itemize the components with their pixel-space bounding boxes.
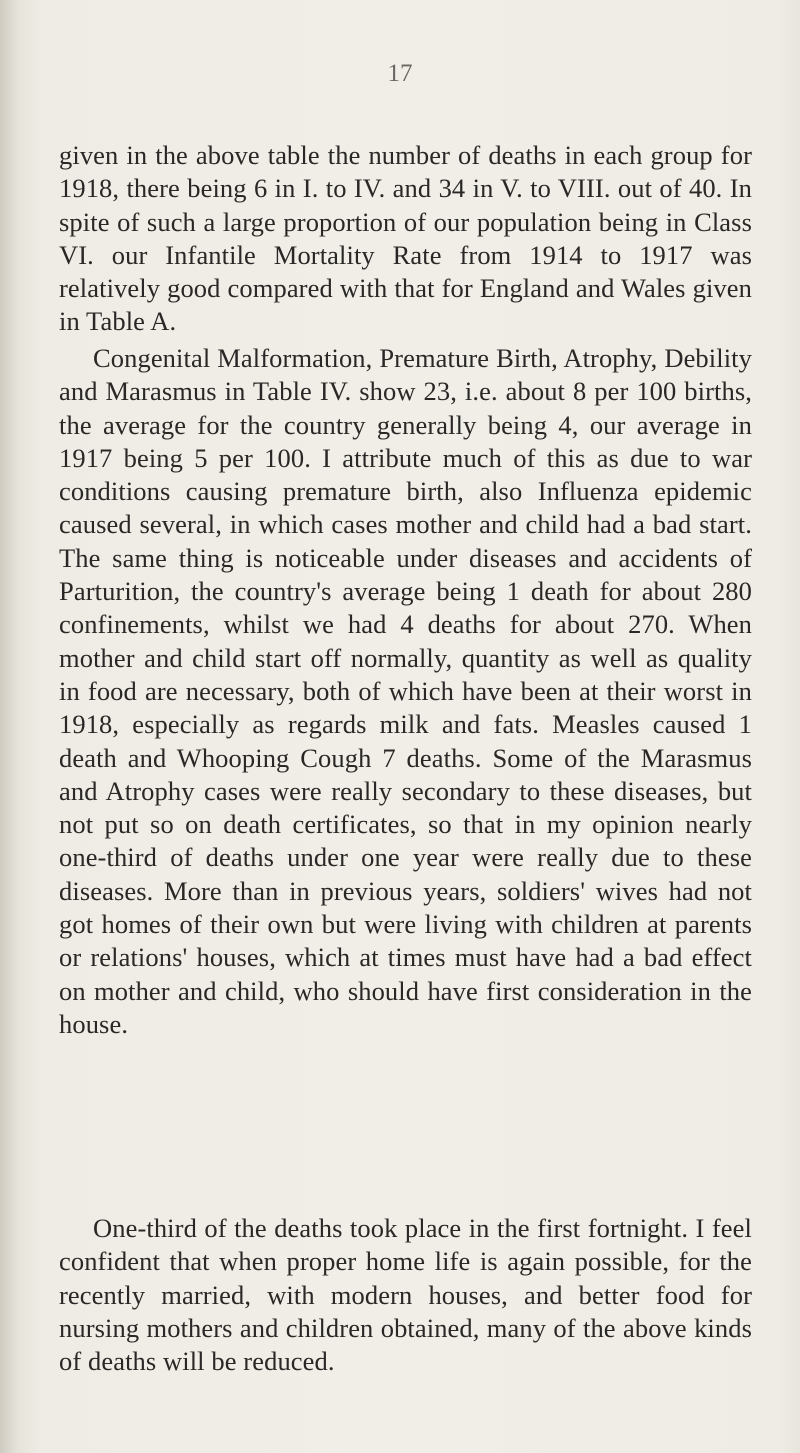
paragraph-2: Congenital Malformation, Premature Birth, Atrophy, Debility and Marasmus in Table IV. show 23, i.e. about 8 per 100 births, the average for the country generally being 4, our average in 1917 being 5 per 100. I attribute much of this as due to war conditions causing premature birth, also Influenza epidemic caused several, in which cases mother and child had a bad start. The same thing is noticeable under diseases and accidents of Parturition, the country's average being 1 death for about 280 confinements, whilst we had 4 deaths for about 270. When mother and child start off normally, quantity as well as quality in food are necessary, both of which have been at their worst in 1918, especially as regards milk and fats. Measles caused 1 death and Whooping Cough 7 deaths. Some of the Marasmus and Atrophy cases were really secondary to these diseases, but not put so on death certificates, so that in my opinion nearly one-third of deaths under one year were really due to these diseases. More than in previous years, soldiers' wives had not got homes of their own but were living with children at parents or relations' houses, which at times must have had a bad effect on mother and child, who should have first consideration in the house. (59, 343, 752, 1039)
paragraph-1: given in the above table the number of deaths in each group for 1918, there being 6 in I. to IV. and 34 in V. to VIII. out of 40. In spite of such a large proportion of our population being in Class VI. our Infantile Mortality Rate from 1914 to 1917 was relatively good compared with that for England and Wales given in Table A. (59, 140, 752, 337)
paragraph-3: One-third of the deaths took place in the first fortnight. I feel confident that when proper home life is again possible, for the recently married, with modern houses, and better food for nursing mothers and children obtained, many of the above kinds of deaths will be reduced. (59, 1213, 752, 1377)
paragraph-2-block (59, 342, 752, 1041)
page-number: 17 (387, 60, 413, 87)
paragraph-3-block (59, 1212, 752, 1378)
paragraph-1-block (59, 139, 752, 339)
